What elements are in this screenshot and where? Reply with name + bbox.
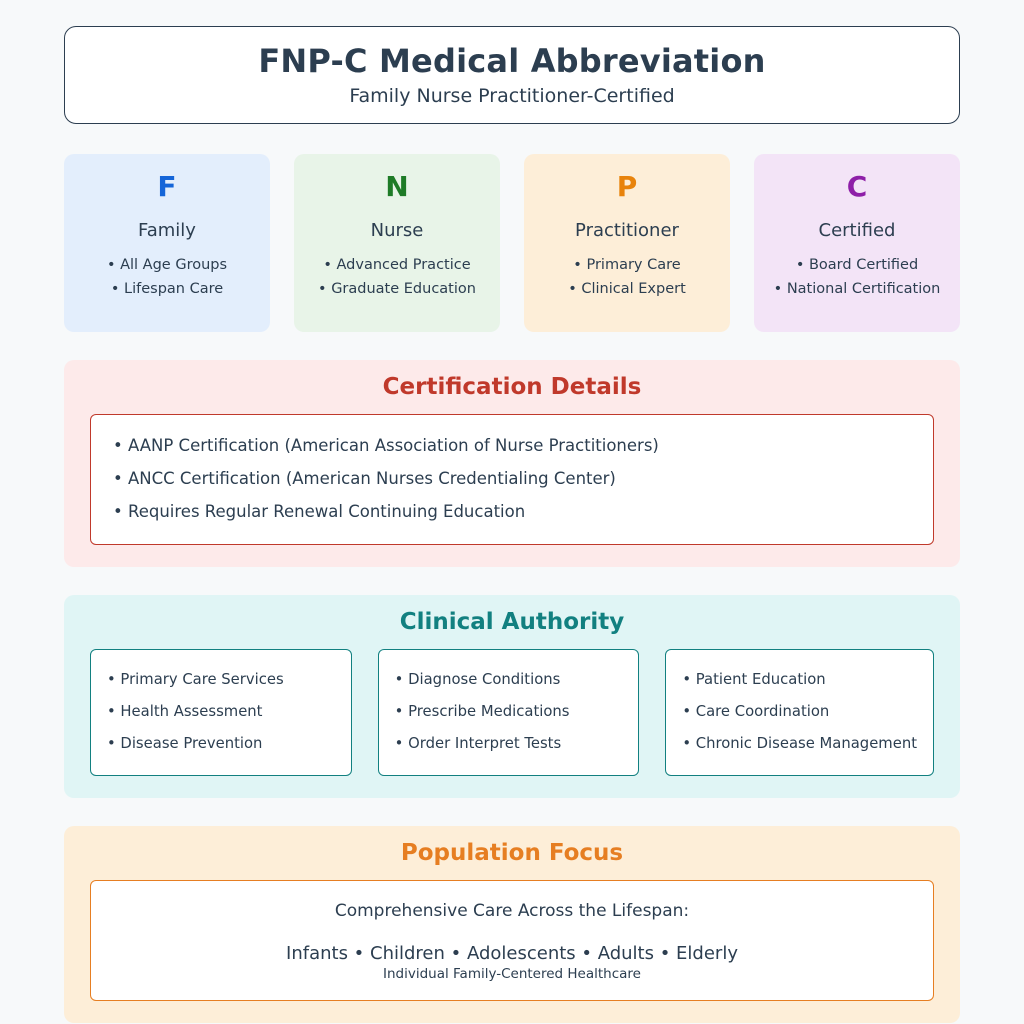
title-card xyxy=(64,26,960,124)
population-focus-note: Individual Family-Centered Healthcare xyxy=(382,966,641,983)
clinical-authority-columns xyxy=(90,649,934,776)
list-item: • Board Certified xyxy=(795,256,919,273)
list-item: • Order Interpret Tests xyxy=(394,734,562,752)
list-item: • Primary Care xyxy=(573,256,681,273)
list-item: • Chronic Disease Management xyxy=(682,734,917,752)
list-item: • Care Coordination xyxy=(682,702,830,720)
list-item: • Lifespan Care xyxy=(110,280,224,297)
letter-glyph-n: N xyxy=(385,170,409,203)
clinical-authority-column-1 xyxy=(90,649,352,776)
letter-card-practitioner xyxy=(524,154,730,332)
list-item: • ANCC Certification (American Nurses Credentialing Center) xyxy=(113,469,616,488)
letter-glyph-c: C xyxy=(846,170,868,203)
clinical-authority-column-3 xyxy=(665,649,934,776)
letter-word-practitioner: Practitioner xyxy=(575,219,679,241)
list-item: • Primary Care Services xyxy=(107,671,284,688)
letter-glyph-f: F xyxy=(157,170,177,203)
page-subtitle: Family Nurse Practitioner-Certified xyxy=(349,85,675,107)
clinical-authority-column-2 xyxy=(378,649,640,776)
list-item: • Prescribe Medications xyxy=(394,702,570,720)
list-item: • All Age Groups xyxy=(106,256,228,273)
letter-items-practitioner xyxy=(534,254,720,302)
population-focus-title: Population Focus xyxy=(400,840,624,867)
clinical-authority-title: Clinical Authority xyxy=(399,609,625,635)
list-item: • Diagnose Conditions xyxy=(394,671,561,688)
certification-details-panel xyxy=(64,360,960,567)
letter-items-nurse xyxy=(304,254,490,302)
list-item: • Graduate Education xyxy=(318,280,476,297)
page-title: FNP-C Medical Abbreviation xyxy=(258,42,766,80)
list-item: • Disease Prevention xyxy=(107,734,263,752)
letter-card-certified xyxy=(754,154,960,332)
population-focus-box xyxy=(90,880,934,1001)
list-item: • Health Assessment xyxy=(107,702,263,720)
certification-details-title: Certification Details xyxy=(382,374,642,400)
clinical-authority-panel xyxy=(64,595,960,798)
certification-details-box xyxy=(90,414,934,545)
letter-cards-row xyxy=(64,154,960,332)
list-item: • National Certification xyxy=(773,280,941,297)
letter-word-family: Family xyxy=(138,219,196,241)
list-item: • AANP Certification (American Association of Nurse Practitioners) xyxy=(113,436,659,455)
list-item: • Advanced Practice xyxy=(323,256,471,273)
letter-word-nurse: Nurse xyxy=(370,219,424,241)
letter-glyph-p: P xyxy=(616,170,638,203)
population-focus-lead: Comprehensive Care Across the Lifespan: xyxy=(334,901,690,922)
population-focus-panel xyxy=(64,826,960,1023)
letter-items-certified xyxy=(764,254,950,302)
list-item: • Clinical Expert xyxy=(568,280,686,297)
letter-card-family xyxy=(64,154,270,332)
population-focus-groups: Infants • Children • Adolescents • Adults • Elderly xyxy=(286,943,738,965)
letter-items-family xyxy=(74,254,260,302)
letter-card-nurse xyxy=(294,154,500,332)
letter-word-certified: Certified xyxy=(818,219,896,241)
list-item: • Patient Education xyxy=(682,671,826,688)
list-item: • Requires Regular Renewal Continuing Education xyxy=(113,502,526,521)
